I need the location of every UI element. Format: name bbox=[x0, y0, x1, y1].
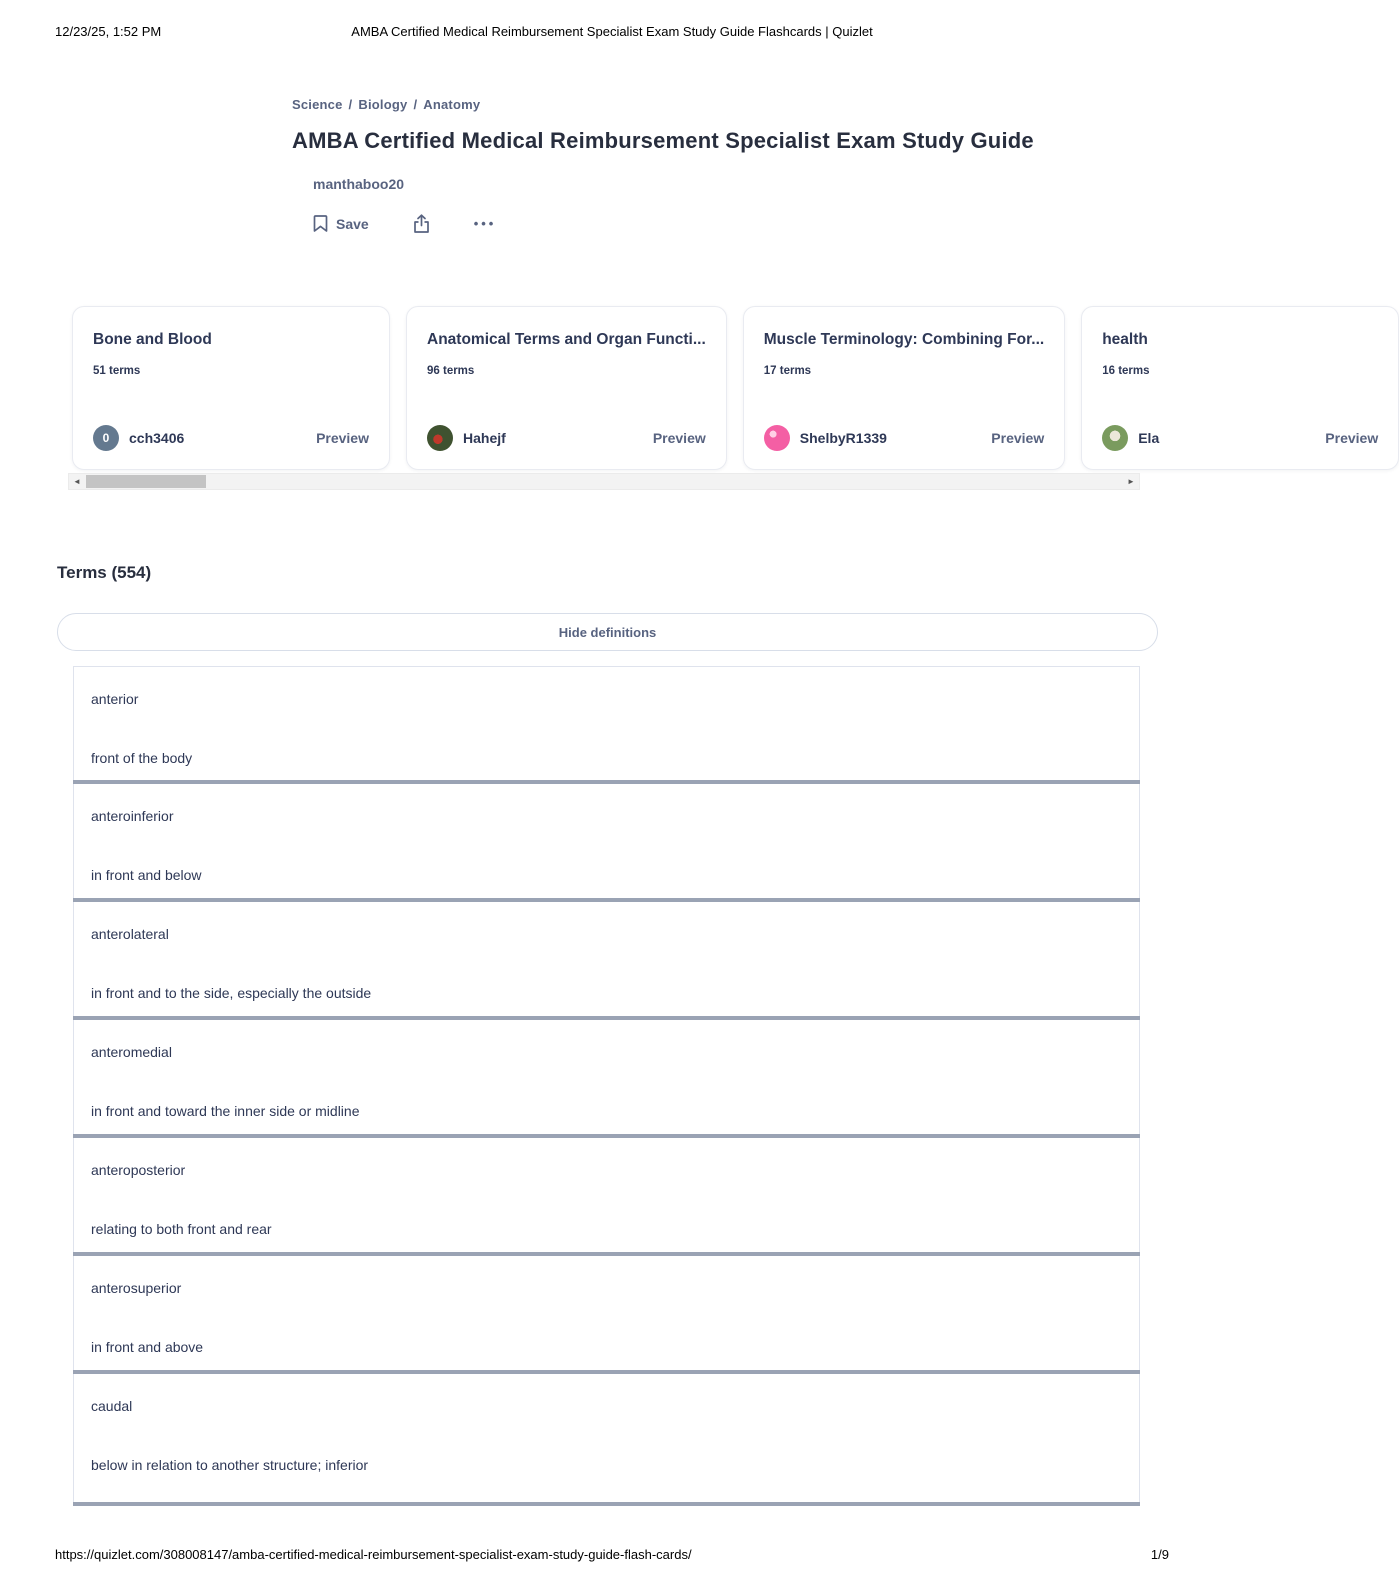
more-options-button[interactable] bbox=[474, 216, 497, 231]
term-row bbox=[73, 902, 1140, 1016]
breadcrumb bbox=[292, 97, 1112, 112]
term-text: caudal bbox=[91, 1398, 133, 1414]
hide-definitions-button[interactable] bbox=[57, 613, 1158, 651]
preview-link[interactable]: Preview bbox=[1325, 430, 1379, 446]
term-text: anteromedial bbox=[91, 1044, 172, 1060]
related-set-card[interactable] bbox=[1081, 306, 1399, 470]
term-row bbox=[73, 666, 1140, 780]
term-text: anterior bbox=[91, 691, 139, 707]
scroll-right-icon[interactable]: ► bbox=[1127, 477, 1135, 486]
set-header bbox=[292, 97, 1112, 233]
avatar bbox=[427, 425, 453, 451]
hide-definitions-label: Hide definitions bbox=[558, 624, 657, 640]
set-card-footer bbox=[93, 425, 369, 451]
related-set-card[interactable] bbox=[72, 306, 390, 470]
term-row bbox=[73, 1256, 1140, 1370]
set-card-term-count: 16 terms bbox=[1102, 365, 1150, 377]
set-card-term-count: 96 terms bbox=[427, 365, 475, 377]
set-card-author: Hahejf bbox=[463, 430, 506, 446]
related-set-card[interactable] bbox=[743, 306, 1065, 470]
set-card-term-count: 51 terms bbox=[93, 365, 141, 377]
carousel-scrollbar[interactable] bbox=[68, 473, 1140, 490]
set-card-footer bbox=[1102, 425, 1378, 451]
term-text: anteroinferior bbox=[91, 808, 174, 824]
related-set-card[interactable] bbox=[406, 306, 727, 470]
print-datetime: 12/23/25, 1:52 PM bbox=[55, 24, 162, 39]
term-text: anteroposterior bbox=[91, 1162, 186, 1178]
set-card-footer bbox=[764, 425, 1044, 451]
definition-text: in front and above bbox=[91, 1339, 204, 1355]
breadcrumb-separator: / bbox=[348, 97, 353, 112]
term-row bbox=[73, 1138, 1140, 1252]
set-card-title: Muscle Terminology: Combining For... bbox=[763, 331, 1045, 348]
save-button-label: Save bbox=[336, 215, 369, 232]
save-button[interactable] bbox=[313, 215, 369, 232]
breadcrumb-separator: / bbox=[413, 97, 418, 112]
print-footer bbox=[55, 1547, 1169, 1565]
set-card-title: health bbox=[1102, 331, 1148, 348]
definition-text: below in relation to another structure; inferior bbox=[91, 1457, 369, 1473]
set-card-title: Bone and Blood bbox=[93, 331, 212, 348]
preview-link[interactable]: Preview bbox=[652, 430, 706, 446]
print-page-number: 1/9 bbox=[1150, 1547, 1169, 1562]
term-row bbox=[73, 784, 1140, 898]
set-card-author: Ela bbox=[1138, 430, 1160, 446]
breadcrumb-item-science[interactable]: Science bbox=[292, 97, 343, 112]
set-card-author: cch3406 bbox=[129, 430, 185, 446]
set-card-footer bbox=[427, 425, 706, 451]
term-text: anterolateral bbox=[91, 926, 169, 942]
terms-list bbox=[73, 666, 1140, 1506]
scrollbar-thumb[interactable] bbox=[86, 475, 206, 488]
print-header bbox=[55, 24, 1169, 42]
definition-text: in front and to the side, especially the outside bbox=[91, 985, 372, 1001]
share-button[interactable] bbox=[413, 214, 430, 233]
avatar-initial: 0 bbox=[102, 431, 110, 445]
definition-text: front of the body bbox=[91, 750, 193, 766]
set-creator-username[interactable]: manthaboo20 bbox=[313, 176, 405, 192]
preview-link[interactable]: Preview bbox=[991, 430, 1045, 446]
definition-text: relating to both front and rear bbox=[91, 1221, 272, 1237]
print-url: https://quizlet.com/308008147/amba-certified-medical-reimbursement-specialist-exam-study-guide-flash-cards/ bbox=[55, 1547, 692, 1562]
set-card-author: ShelbyR1339 bbox=[799, 430, 887, 446]
share-icon bbox=[413, 214, 430, 233]
avatar bbox=[1102, 425, 1128, 451]
page-title: AMBA Certified Medical Reimbursement Specialist Exam Study Guide bbox=[292, 128, 1034, 153]
breadcrumb-item-anatomy[interactable]: Anatomy bbox=[423, 97, 481, 112]
avatar bbox=[764, 425, 790, 451]
related-sets-carousel bbox=[72, 306, 1379, 472]
breadcrumb-item-biology[interactable]: Biology bbox=[358, 97, 408, 112]
term-row bbox=[73, 1374, 1140, 1502]
terms-count-heading: Terms (554) bbox=[57, 563, 152, 582]
set-card-title: Anatomical Terms and Organ Functi... bbox=[427, 331, 706, 348]
set-card-term-count: 17 terms bbox=[763, 365, 812, 377]
print-doc-title: AMBA Certified Medical Reimbursement Specialist Exam Study Guide Flashcards | Quizlet bbox=[351, 24, 873, 39]
scroll-left-icon[interactable]: ◄ bbox=[73, 477, 81, 486]
definition-text: in front and toward the inner side or midline bbox=[91, 1103, 360, 1119]
preview-link[interactable]: Preview bbox=[316, 430, 369, 446]
term-text: anterosuperior bbox=[91, 1280, 182, 1296]
more-options-icon: ••• bbox=[473, 216, 497, 231]
definition-text: in front and below bbox=[91, 867, 202, 883]
set-actions bbox=[313, 214, 1112, 233]
bookmark-icon bbox=[313, 215, 328, 232]
row-divider bbox=[73, 1502, 1140, 1506]
avatar bbox=[93, 425, 119, 451]
term-row bbox=[73, 1020, 1140, 1134]
